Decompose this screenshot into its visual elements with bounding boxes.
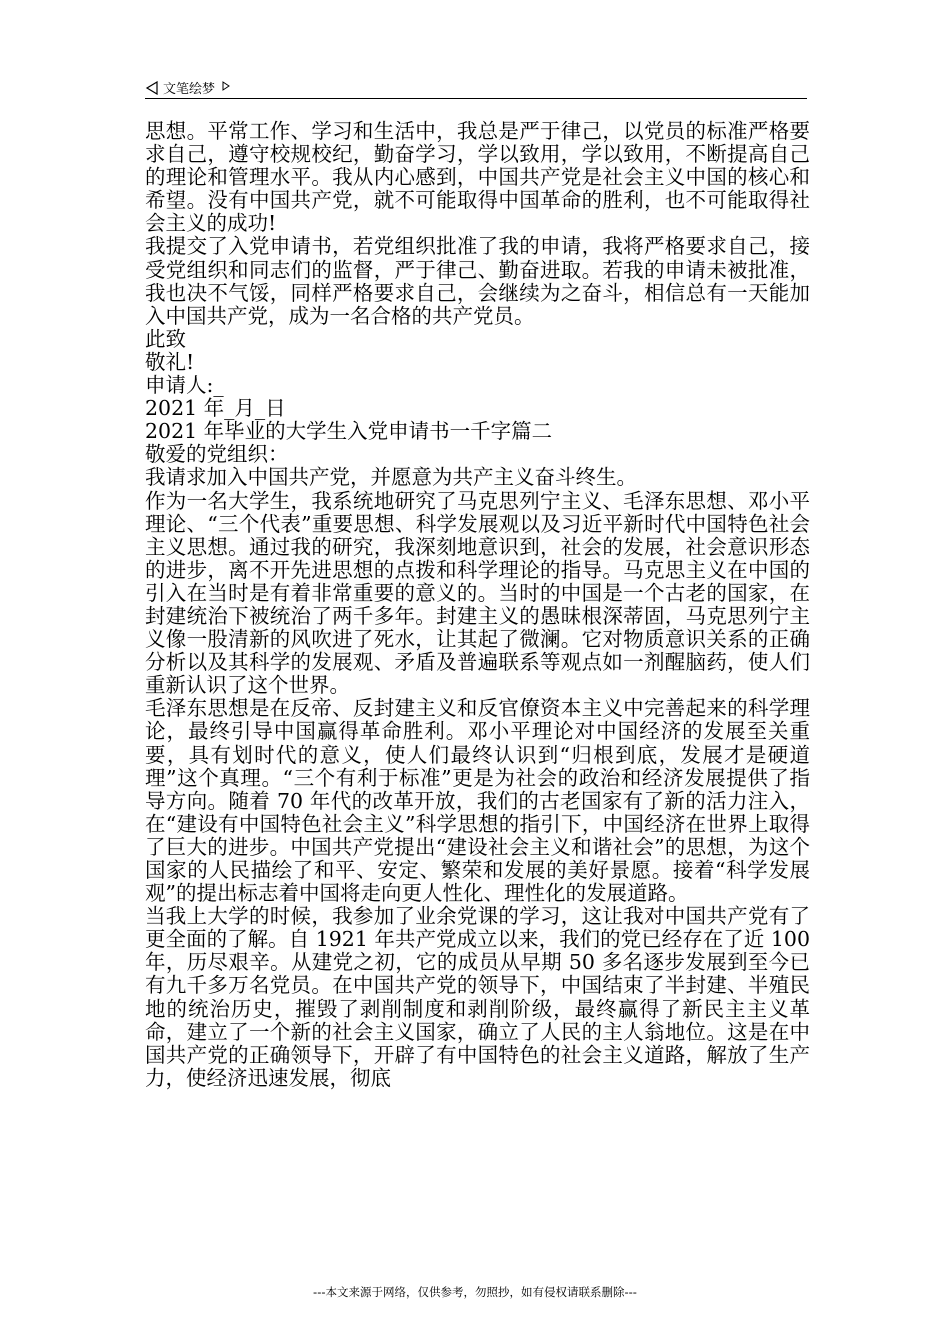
salutation-closing: 此致	[145, 326, 186, 351]
brand-label: 文笔绘梦	[163, 82, 216, 97]
applicant-line: 申请人:_	[145, 373, 224, 398]
header-brand	[145, 78, 231, 97]
date-line: 2021 年_月_日	[145, 396, 286, 421]
salutation-respect: 敬礼!	[145, 349, 195, 374]
paragraph: 我请求加入中国共产党，并愿意为共产主义奋斗终生。	[145, 465, 637, 490]
page-header	[145, 72, 807, 99]
page-footer: ---本文来源于网络，仅供参考，勿照抄，如有侵权请联系删除---	[313, 1285, 637, 1299]
paragraph: 我提交了入党申请书，若党组织批准了我的申请，我将严格要求自己，接受党组织和同志们的监督，严于律己、勤奋进取。若我的申请未被批准，我也决不气馁，同样严格要求自己，会继续为之奋斗，相信总有一天能加入中国共产党，成为一名合格的共产党员。	[145, 234, 810, 328]
paragraph: 当我上大学的时候，我参加了业余党课的学习，这让我对中国共产党有了更全面的了解。自 1921 年共产党成立以来，我们的党已经存在了近 100 年，历尽艰辛。从建党之初，它的成员从早期 50 多名逐步发展到至今已有九千多万名党员。在中国共产党的领导下，中国结束了半封建、半殖民地的统治历史，摧毁了剥削制度和剥削阶级，最终赢得了新民主主义革命，建立了一个新的社会主义国家，确立了人民的主人翁地位。这是在中国共产党的正确领导下，开辟了有中国特色的社会主义道路，解放了生产力，使经济迅速发展，彻底	[145, 904, 810, 1090]
triangle-right-icon	[221, 80, 231, 92]
section-title: 2021 年毕业的大学生入党申请书一千字篇二	[145, 419, 553, 444]
paragraph: 作为一名大学生，我系统地研究了马克思列宁主义、毛泽东思想、邓小平理论、“三个代表”重要思想、科学发展观以及习近平新时代中国特色社会主义思想。通过我的研究，我深刻地意识到，社会的发展，社会意识形态的进步，离不开先进思想的点拨和科学理论的指导。马克思主义在中国的引入在当时是有着非常重要的意义的。当时的中国是一个古老的国家，在封建统治下被统治了两千多年。封建主义的愚昧根深蒂固，马克思列宁主义像一股清新的风吹进了死水，让其起了微澜。它对物质意识关系的正确分析以及其科学的发展观、矛盾及普遍联系等观点如一剂醒脑药，使人们重新认识了这个世界。	[145, 488, 810, 698]
paragraph: 毛泽东思想是在反帝、反封建主义和反官僚资本主义中完善起来的科学理论，最终引导中国赢得革命胜利。邓小平理论对中国经济的发展至关重要，具有划时代的意义，使人们最终认识到“归根到底，发展才是硬道理”这个真理。“三个有利于标准”更是为社会的政治和经济发展提供了指导方向。随着 70 年代的改革开放，我们的古老国家有了新的活力注入，在“建设有中国特色社会主义”科学思想的指引下，中国经济在世界上取得了巨大的进步。中国共产党提出“建设社会主义和谐社会”的思想，为这个国家的人民描绘了和平、安定、繁荣和发展的美好景愿。接着“科学发展观”的提出标志着中国将走向更人性化、理性化的发展道路。	[145, 696, 810, 906]
document-body	[145, 120, 810, 1090]
greeting: 敬爱的党组织：	[145, 442, 289, 467]
triangle-left-icon	[145, 81, 159, 95]
paragraph: 思想。平常工作、学习和生活中，我总是严于律己，以党员的标准严格要求自己，遵守校规校纪，勤奋学习，学以致用，学以致用，不断提高自己的理论和管理水平。我从内心感到，中国共产党是社会主义中国的核心和希望。没有中国共产党，就不可能取得中国革命的胜利，也不可能取得社会主义的成功!	[145, 119, 810, 236]
